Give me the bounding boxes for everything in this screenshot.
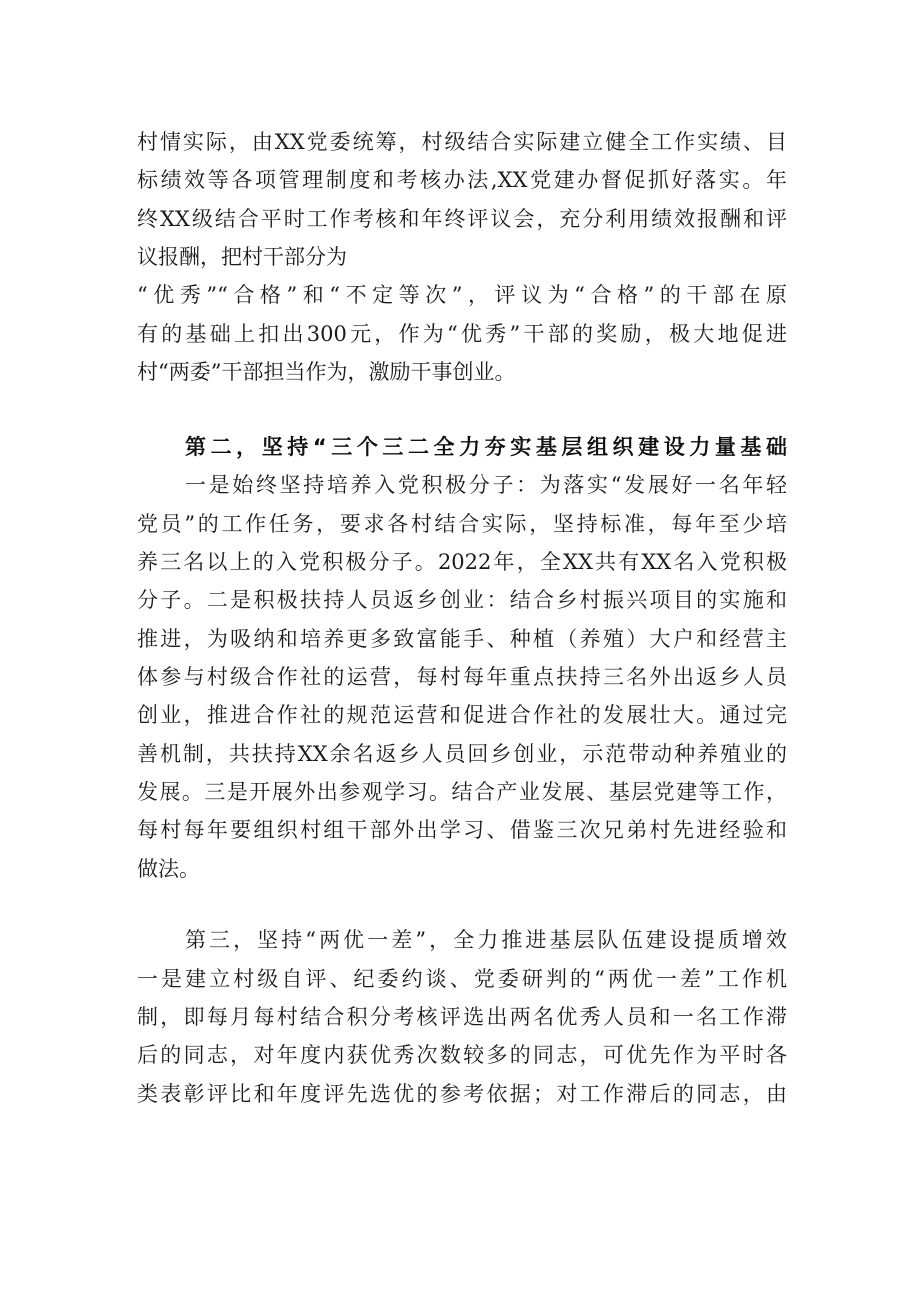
body-text-line: 养三名以上的入党积极分子。2022年，全XX共有XX名入党积极 — [137, 550, 787, 574]
body-text-line: 党员”的工作任务，要求各村结合实际，坚持标准，每年至少培 — [137, 512, 787, 536]
body-text-line: 议报酬，把村干部分为 — [137, 245, 347, 269]
body-text-line: 发展。三是开展外出参观学习。结合产业发展、基层党建等工作， — [137, 780, 787, 804]
body-text-line: 做法。 — [137, 857, 200, 881]
body-text-line: 标绩效等各项管理制度和考核办法,XX党建办督促抓好落实。年 — [137, 168, 787, 192]
body-text-line: 村“两委”干部担当作为，激励干事创业。 — [137, 360, 516, 384]
body-text-line: 村情实际，由XX党委统筹，村级结合实际建立健全工作实绩、目 — [137, 130, 787, 154]
body-text-line: 终XX级结合平时工作考核和年终评议会，充分利用绩效报酬和评 — [137, 207, 787, 231]
body-text-line: 推进，为吸纳和培养更多致富能手、种植（养殖）大户和经营主 — [137, 627, 787, 651]
body-text-line: 类表彰评比和年度评先选优的参考依据；对工作滞后的同志，由 — [137, 1082, 787, 1106]
body-text-line: 善机制，共扶持XX余名返乡人员回乡创业，示范带动种养殖业的 — [137, 742, 787, 766]
body-text-line: 后的同志，对年度内获优秀次数较多的同志，可优先作为平时各 — [137, 1043, 787, 1067]
body-text-line: 分子。二是积极扶持人员返乡创业：结合乡村振兴项目的实施和 — [137, 588, 787, 612]
section-heading-2: 第二，坚持“三个三二全力夯实基层组织建设力量基础 — [185, 435, 787, 459]
body-text-line: 创业，推进合作社的规范运营和促进合作社的发展壮大。通过完 — [137, 703, 787, 727]
body-text-line: 一是建立村级自评、纪委约谈、党委研判的“两优一差”工作机 — [137, 967, 787, 991]
body-text-line: 体参与村级合作社的运营，每村每年重点扶持三名外出返乡人员 — [137, 665, 787, 689]
body-text-line: 制，即每月每村结合积分考核评选出两名优秀人员和一名工作滞 — [137, 1005, 787, 1029]
body-text-line: 有的基础上扣出300元，作为“优秀”干部的奖励，极大地促进 — [137, 322, 787, 346]
body-text-line: 每村每年要组织村组干部外出学习、借鉴三次兄弟村先进经验和 — [137, 818, 787, 842]
body-text-line: “优秀”“合格”和“不定等次”，评议为“合格”的干部在原 — [137, 283, 787, 307]
body-text-line: 一是始终坚持培养入党积极分子：为落实“发展好一名年轻 — [185, 473, 787, 497]
section-heading-3: 第三，坚持“两优一差”，全力推进基层队伍建设提质增效 — [185, 928, 787, 952]
